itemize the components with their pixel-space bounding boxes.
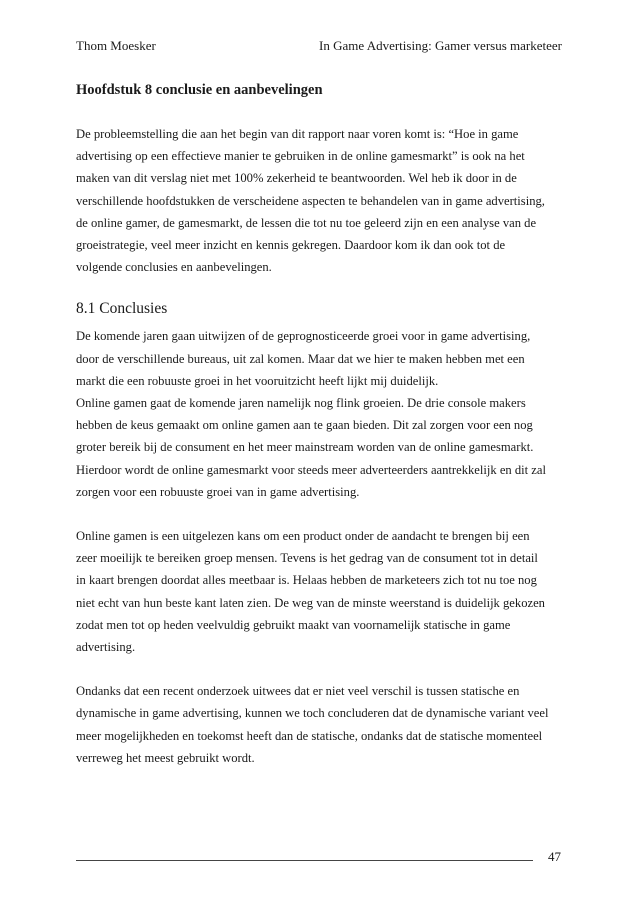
- intro-paragraph: [76, 123, 570, 278]
- text-line: Online gamen gaat de komende jaren namelijk nog flink groeien. De drie console makers: [76, 396, 526, 411]
- text-line: zodat men tot op heden veelvuldig gebruikt maakt van voornamelijk statische in game: [76, 617, 511, 632]
- text-line: groeistrategie, veel meer inzicht en kennis gekregen. Daardoor kom ik dan ook tot de: [76, 238, 506, 253]
- text-line: De probleemstelling die aan het begin van dit rapport naar voren komt is: “Hoe in game: [76, 127, 519, 141]
- running-header: [76, 36, 562, 56]
- text-line: groter bereik bij de consument en het meer mainstream worden van de online gamesmarkt.: [76, 440, 534, 455]
- text-line: de online gamer, de gamesmarkt, de lessen die tot nu toe geleerd zijn en een analyse van de: [76, 215, 537, 230]
- text-line: niet echt van hun beste kant laten zien. De weg van de minste weerstand is duidelijk gekozen: [76, 595, 545, 610]
- text-line: zorgen voor een robuuste groei van in game advertising.: [76, 484, 360, 499]
- header-document-title: In Game Advertising: Gamer versus marketeer: [319, 38, 562, 53]
- text-line: volgende conclusies en aanbevelingen.: [76, 260, 272, 275]
- text-line: door de verschillende bureaus, uit zal komen. Maar dat we hier te maken hebben met een: [76, 351, 525, 366]
- paragraph-spacer: [76, 503, 570, 525]
- paragraph-spacer: [76, 658, 570, 680]
- text-line: in kaart brengen doordat alles meetbaar is. Helaas hebben de marketeers zich tot nu toe nog: [76, 573, 537, 588]
- text-line: hebben de keus gemaakt om online gamen aan te gaan bieden. Dit zal zorgen voor een nog: [76, 418, 533, 433]
- text-line: Hierdoor wordt de online gamesmarkt voor steeds meer adverteerders aantrekkelijk en dit zal: [76, 462, 546, 477]
- text-line: verreweg het meest gebruikt wordt.: [76, 750, 255, 765]
- text-line: advertising.: [76, 640, 136, 655]
- conclusion-paragraph-3: [76, 680, 570, 769]
- text-line: dynamische in game advertising, kunnen we toch concluderen dat de dynamische variant veel: [76, 706, 549, 721]
- text-line: Ondanks dat een recent onderzoek uitwees dat er niet veel verschil is tussen statische en: [76, 684, 520, 699]
- text-line: De komende jaren gaan uitwijzen of de geprognosticeerde groei voor in game advertising,: [76, 329, 531, 344]
- text-line: markt die een robuuste groei in het vooruitzicht heeft lijkt mij duidelijk.: [76, 373, 439, 388]
- chapter-title: Hoofdstuk 8 conclusie en aanbevelingen: [76, 82, 323, 98]
- page-number: 47: [548, 849, 561, 864]
- conclusion-paragraph-2: [76, 525, 570, 658]
- text-line: meer mogelijkheden en toekomst heeft dan de statische, ondanks dat de statische momenteel: [76, 728, 543, 743]
- conclusion-paragraph-1: [76, 325, 570, 503]
- text-line: Online gamen is een uitgelezen kans om een product onder de aandacht te brengen bij een: [76, 529, 530, 544]
- footer-divider: [76, 860, 533, 861]
- text-line: zeer moeilijk te bereiken groep mensen. Tevens is het gedrag van de consument tot in detail: [76, 551, 538, 566]
- page-content: [76, 79, 570, 769]
- section-title: 8.1 Conclusies: [76, 300, 168, 318]
- header-author: Thom Moesker: [76, 38, 156, 53]
- text-line: advertising op een effectieve manier te gebruiken in de online gamesmarkt” is ook na het: [76, 149, 525, 164]
- text-line: maken van dit verslag niet met 100% zekerheid te beantwoorden. Wel heb ik door in de: [76, 171, 517, 186]
- text-line: verschillende hoofdstukken de verscheidene aspecten te behandelen van in game advertising,: [76, 193, 545, 208]
